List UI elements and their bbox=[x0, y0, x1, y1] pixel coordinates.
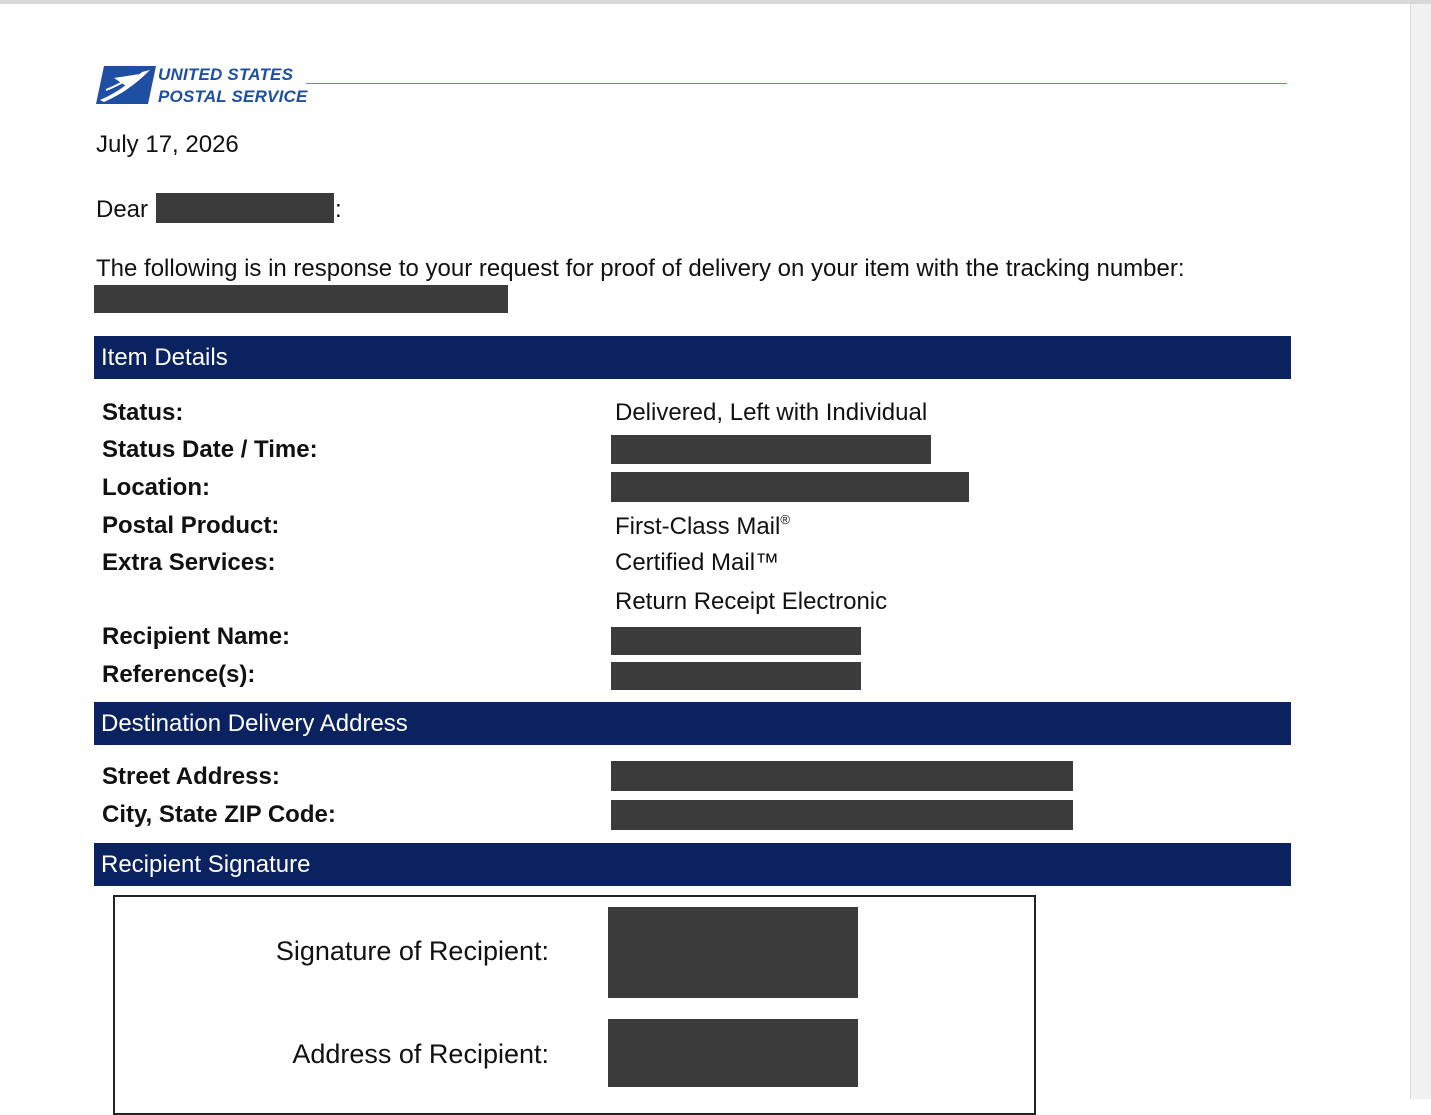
status-date-label: Status Date / Time: bbox=[102, 436, 318, 463]
window-top-border bbox=[0, 0, 1431, 4]
redacted-signature-image bbox=[608, 907, 858, 998]
redacted-references bbox=[611, 662, 861, 690]
status-value: Delivered, Left with Individual bbox=[615, 399, 928, 426]
extra-services-label: Extra Services: bbox=[102, 549, 276, 576]
city-state-zip-label: City, State ZIP Code: bbox=[102, 801, 336, 828]
eagle-logo-icon bbox=[96, 64, 158, 106]
redacted-recipient-name bbox=[156, 193, 334, 223]
wordmark-line-2: POSTAL SERVICE bbox=[158, 87, 308, 106]
recipient-name-label: Recipient Name: bbox=[102, 623, 291, 650]
extra-service-return-receipt: Return Receipt Electronic bbox=[615, 588, 888, 615]
status-label: Status: bbox=[102, 399, 184, 426]
postal-product-value bbox=[615, 512, 790, 541]
letter-date: July 17, 2026 bbox=[96, 131, 239, 158]
extra-service-certified: Certified Mail™ bbox=[615, 549, 780, 576]
redacted-city-state-zip bbox=[611, 800, 1073, 830]
redacted-recipient-name-value bbox=[611, 627, 861, 655]
usps-wordmark bbox=[158, 64, 308, 108]
signature-box bbox=[113, 895, 1036, 1115]
postal-product-text: First-Class Mail bbox=[615, 513, 781, 540]
section-recipient-signature: Recipient Signature bbox=[94, 843, 1291, 886]
wordmark-line-1: UNITED STATES bbox=[158, 65, 294, 84]
salutation-prefix: Dear bbox=[96, 196, 149, 223]
address-of-recipient-label: Address of Recipient: bbox=[292, 1039, 549, 1069]
postal-product-label: Postal Product: bbox=[102, 512, 280, 539]
redacted-recipient-address bbox=[608, 1019, 858, 1087]
redacted-location bbox=[611, 472, 969, 502]
salutation bbox=[96, 193, 342, 224]
redacted-status-date bbox=[611, 435, 931, 464]
redacted-street-address bbox=[611, 761, 1073, 791]
references-label: Reference(s): bbox=[102, 661, 256, 688]
usps-logo bbox=[96, 62, 326, 108]
signature-of-recipient-label: Signature of Recipient: bbox=[275, 936, 549, 966]
street-address-label: Street Address: bbox=[102, 763, 280, 790]
salutation-suffix: : bbox=[335, 196, 342, 223]
registered-mark: ® bbox=[780, 512, 790, 527]
redacted-tracking-number bbox=[94, 285, 508, 313]
header-rule bbox=[306, 83, 1287, 84]
section-item-details: Item Details bbox=[94, 336, 1291, 379]
location-label: Location: bbox=[102, 474, 210, 501]
intro-paragraph: The following is in response to your request for proof of delivery on your item with the tracking number: bbox=[96, 255, 1185, 282]
section-destination-address: Destination Delivery Address bbox=[94, 702, 1291, 745]
scrollbar-track[interactable] bbox=[1410, 4, 1431, 1099]
